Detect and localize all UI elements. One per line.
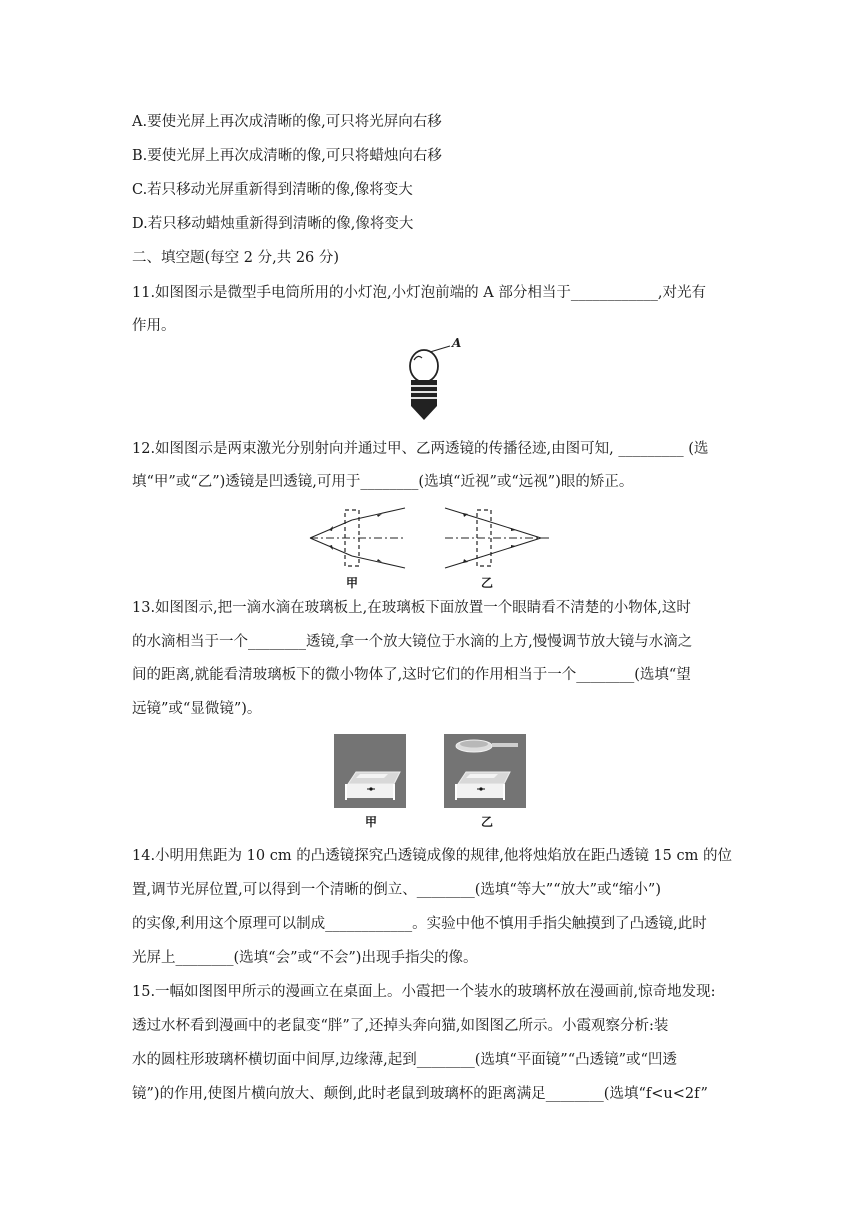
q13-line-2: 的水滴相当于一个________透镜,拿一个放大镜位于水滴的上方,慢慢调节放大镜与水滴之	[132, 634, 693, 650]
q13-photo-right	[444, 734, 526, 808]
option-d: D.若只移动蜡烛重新得到清晰的像,像将变大	[132, 216, 414, 232]
q13-line-4: 远镜”或“显微镜”)。	[132, 701, 262, 717]
q12-caption-right: 乙	[481, 576, 494, 590]
q12-lens-diagram	[305, 506, 555, 572]
q15-line-3: 水的圆柱形玻璃杯横切面中间厚,边缘薄,起到________(选填“平面镜”“凸透镜”或“凹透	[132, 1052, 677, 1068]
q12-line-1: 12.如图图示是两束激光分别射向并通过甲、乙两透镜的传播径迹,由图可知, _________ (选	[132, 441, 709, 457]
q11-line-2: 作用。	[132, 318, 176, 334]
q14-line-3: 的实像,利用这个原理可以制成____________。实验中他不慎用手指尖触摸到了凸透镜,此时	[132, 916, 707, 932]
q15-line-1: 15.一幅如图图甲所示的漫画立在桌面上。小霞把一个装水的玻璃杯放在漫画前,惊奇地发现:	[132, 984, 716, 1000]
light-bulb-icon	[392, 340, 472, 424]
q12-line-2: 填“甲”或“乙”)透镜是凹透镜,可用于________(选填“近视”或“远视”)眼的矫正。	[132, 474, 634, 490]
q13-line-3: 间的距离,就能看清玻璃板下的微小物体了,这时它们的作用相当于一个________(选填“望	[132, 667, 691, 683]
option-b: B.要使光屏上再次成清晰的像,可只将蜡烛向右移	[132, 148, 442, 164]
q11-line-1: 11.如图图示是微型手电筒所用的小灯泡,小灯泡前端的 A 部分相当于____________,对光有	[132, 285, 706, 301]
q14-line-2: 置,调节光屏位置,可以得到一个清晰的倒立、________(选填“等大”“放大”或“缩小”)	[132, 882, 662, 898]
laser-lens-diagram	[305, 506, 555, 572]
q15-line-2: 透过水杯看到漫画中的老鼠变“胖”了,还掉头奔向猫,如图图乙所示。小霞观察分析:装	[132, 1018, 669, 1034]
q13-caption-left: 甲	[365, 815, 378, 829]
magnifier-over-plate-image	[444, 734, 526, 808]
option-c: C.若只移动光屏重新得到清晰的像,像将变大	[132, 182, 413, 198]
q13-line-1: 13.如图图示,把一滴水滴在玻璃板上,在玻璃板下面放置一个眼睛看不清楚的小物体,这时	[132, 600, 691, 616]
glass-plate-image	[334, 734, 406, 808]
q13-caption-right: 乙	[481, 815, 494, 829]
q15-line-4: 镜”)的作用,使图片横向放大、颠倒,此时老鼠到玻璃杯的距离满足________(选填“f<u<2f”	[132, 1086, 708, 1102]
q11-label-a: A	[452, 336, 462, 350]
section-heading: 二、填空题(每空 2 分,共 26 分)	[132, 250, 340, 266]
q13-photo-left	[334, 734, 406, 808]
option-a: A.要使光屏上再次成清晰的像,可只将光屏向右移	[132, 114, 442, 130]
q12-caption-left: 甲	[346, 576, 359, 590]
q14-line-4: 光屏上________(选填“会”或“不会”)出现手指尖的像。	[132, 950, 478, 966]
q14-line-1: 14.小明用焦距为 10 cm 的凸透镜探究凸透镜成像的规律,他将烛焰放在距凸透镜 15 cm 的位	[132, 848, 732, 864]
q11-bulb-figure	[392, 336, 472, 424]
